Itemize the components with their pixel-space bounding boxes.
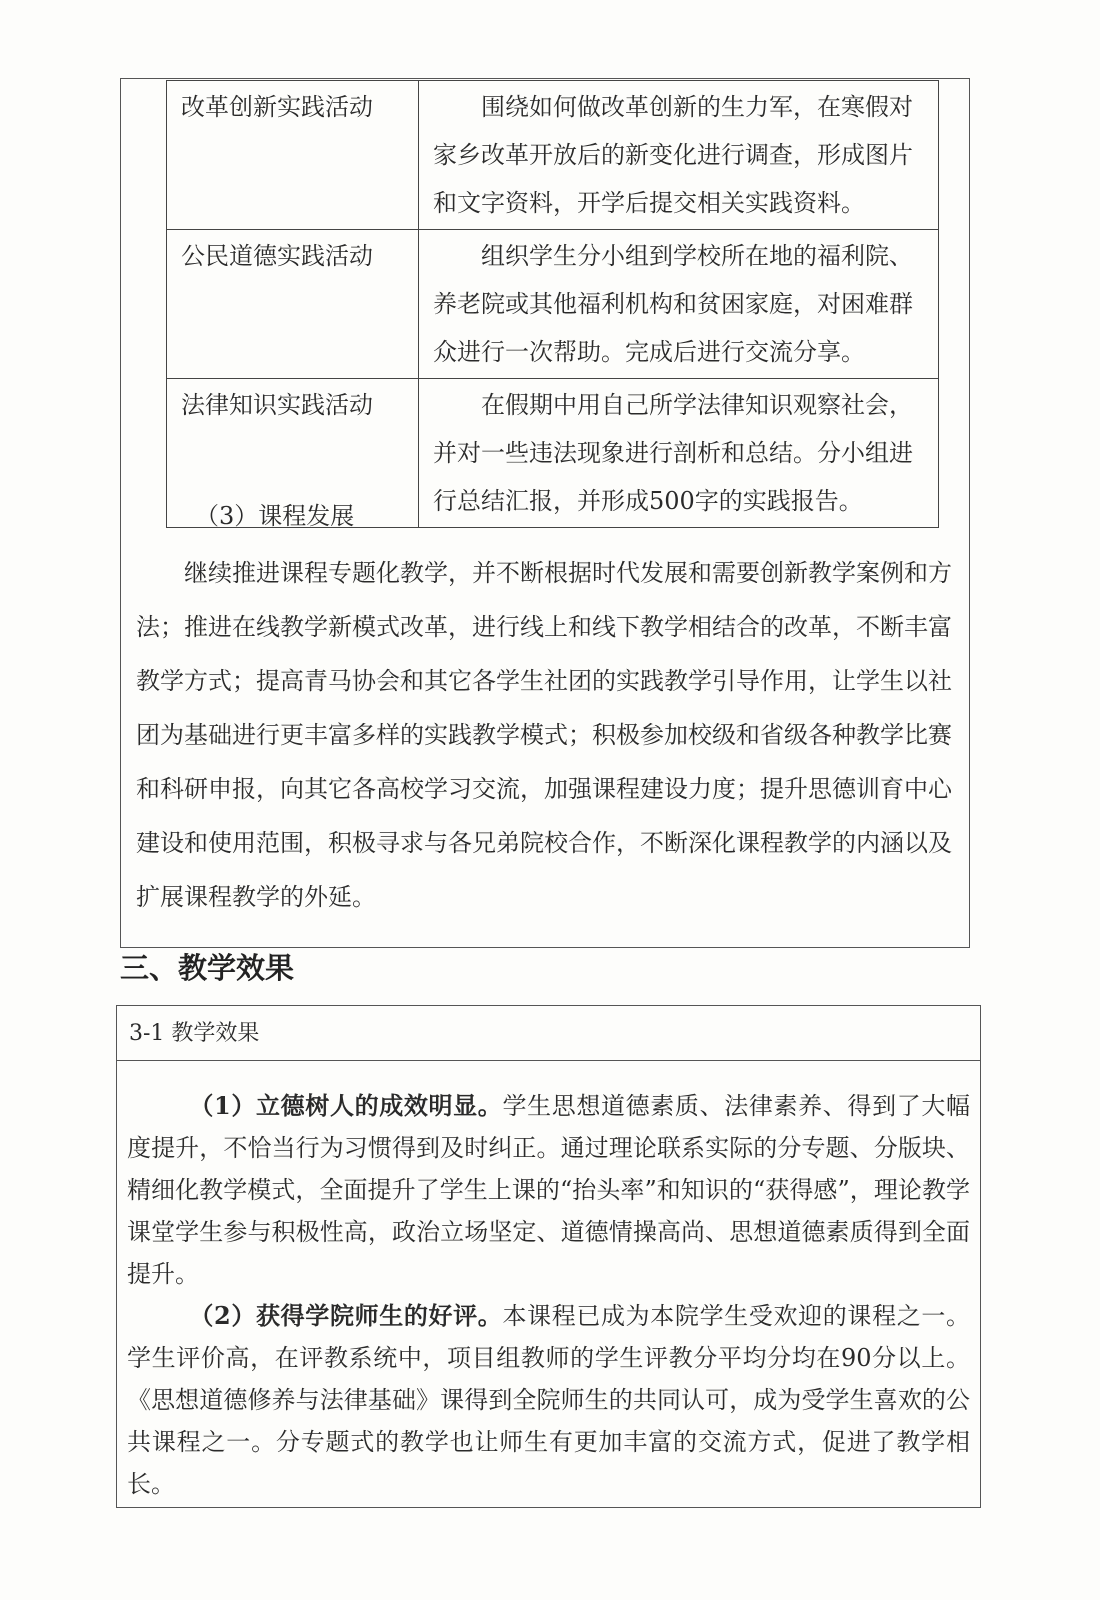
teaching-effect-box-title: 3-1 教学效果 — [117, 1006, 980, 1061]
effect-paragraph-lead: （1）立德树人的成效明显。 — [189, 1091, 503, 1120]
activity-name: 改革创新实践活动 — [167, 81, 419, 230]
activity-description: 在假期中用自己所学法律知识观察社会，并对一些违法现象进行剖析和总结。分小组进行总结汇报，并形成500字的实践报告。 — [419, 379, 939, 528]
activity-description: 围绕如何做改革创新的生力军，在寒假对家乡改革开放后的新变化进行调查，形成图片和文字资料，开学后提交相关实践资料。 — [419, 81, 939, 230]
table-row — [167, 230, 939, 379]
course-development-paragraph: 继续推进课程专题化教学，并不断根据时代发展和需要创新教学案例和方法；推进在线教学新模式改革，进行线上和线下教学相结合的改革，不断丰富教学方式；提高青马协会和其它各学生社团的实践教学引导作用，让学生以社团为基础进行更丰富多样的实践教学模式；积极参加校级和省级各种教学比赛和科研申报，向其它各高校学习交流，加强课程建设力度；提升思德训育中心建设和使用范围，积极寻求与各兄弟院校合作，不断深化课程教学的内涵以及扩展课程教学的外延。 — [136, 559, 952, 911]
effect-paragraph-body: 学生思想道德素质、法律素养、得到了大幅度提升，不恰当行为习惯得到及时纠正。通过理论联系实际的分专题、分版块、精细化教学模式，全面提升了学生上课的“抬头率”和知识的“获得感”，理论教学课堂学生参与积极性高，政治立场坚定、道德情操高尚、思想道德素质得到全面提升。 — [127, 1092, 970, 1288]
table-row — [167, 81, 939, 230]
activity-description: 组织学生分小组到学校所在地的福利院、养老院或其他福利机构和贫困家庭，对困难群众进行一次帮助。完成后进行交流分享。 — [419, 230, 939, 379]
effect-paragraph — [127, 1295, 970, 1505]
activity-name: 公民道德实践活动 — [167, 230, 419, 379]
activity-name: 法律知识实践活动 — [167, 379, 419, 528]
effect-paragraph-body: 本课程已成为本院学生受欢迎的课程之一。学生评价高，在评教系统中，项目组教师的学生评教分平均分均在90分以上。《思想道德修养与法律基础》课得到全院师生的共同认可，成为受学生喜欢的公共课程之一。分专题式的教学也让师生有更加丰富的交流方式，促进了教学相长。 — [127, 1302, 970, 1498]
practice-activities-table — [166, 80, 939, 528]
course-development-heading: （3）课程发展 — [195, 502, 355, 530]
section-title: 三、教学效果 — [120, 951, 295, 985]
effect-paragraph — [127, 1085, 970, 1295]
effect-paragraph-lead: （2）获得学院师生的好评。 — [189, 1301, 503, 1330]
teaching-effect-box — [116, 1005, 981, 1508]
